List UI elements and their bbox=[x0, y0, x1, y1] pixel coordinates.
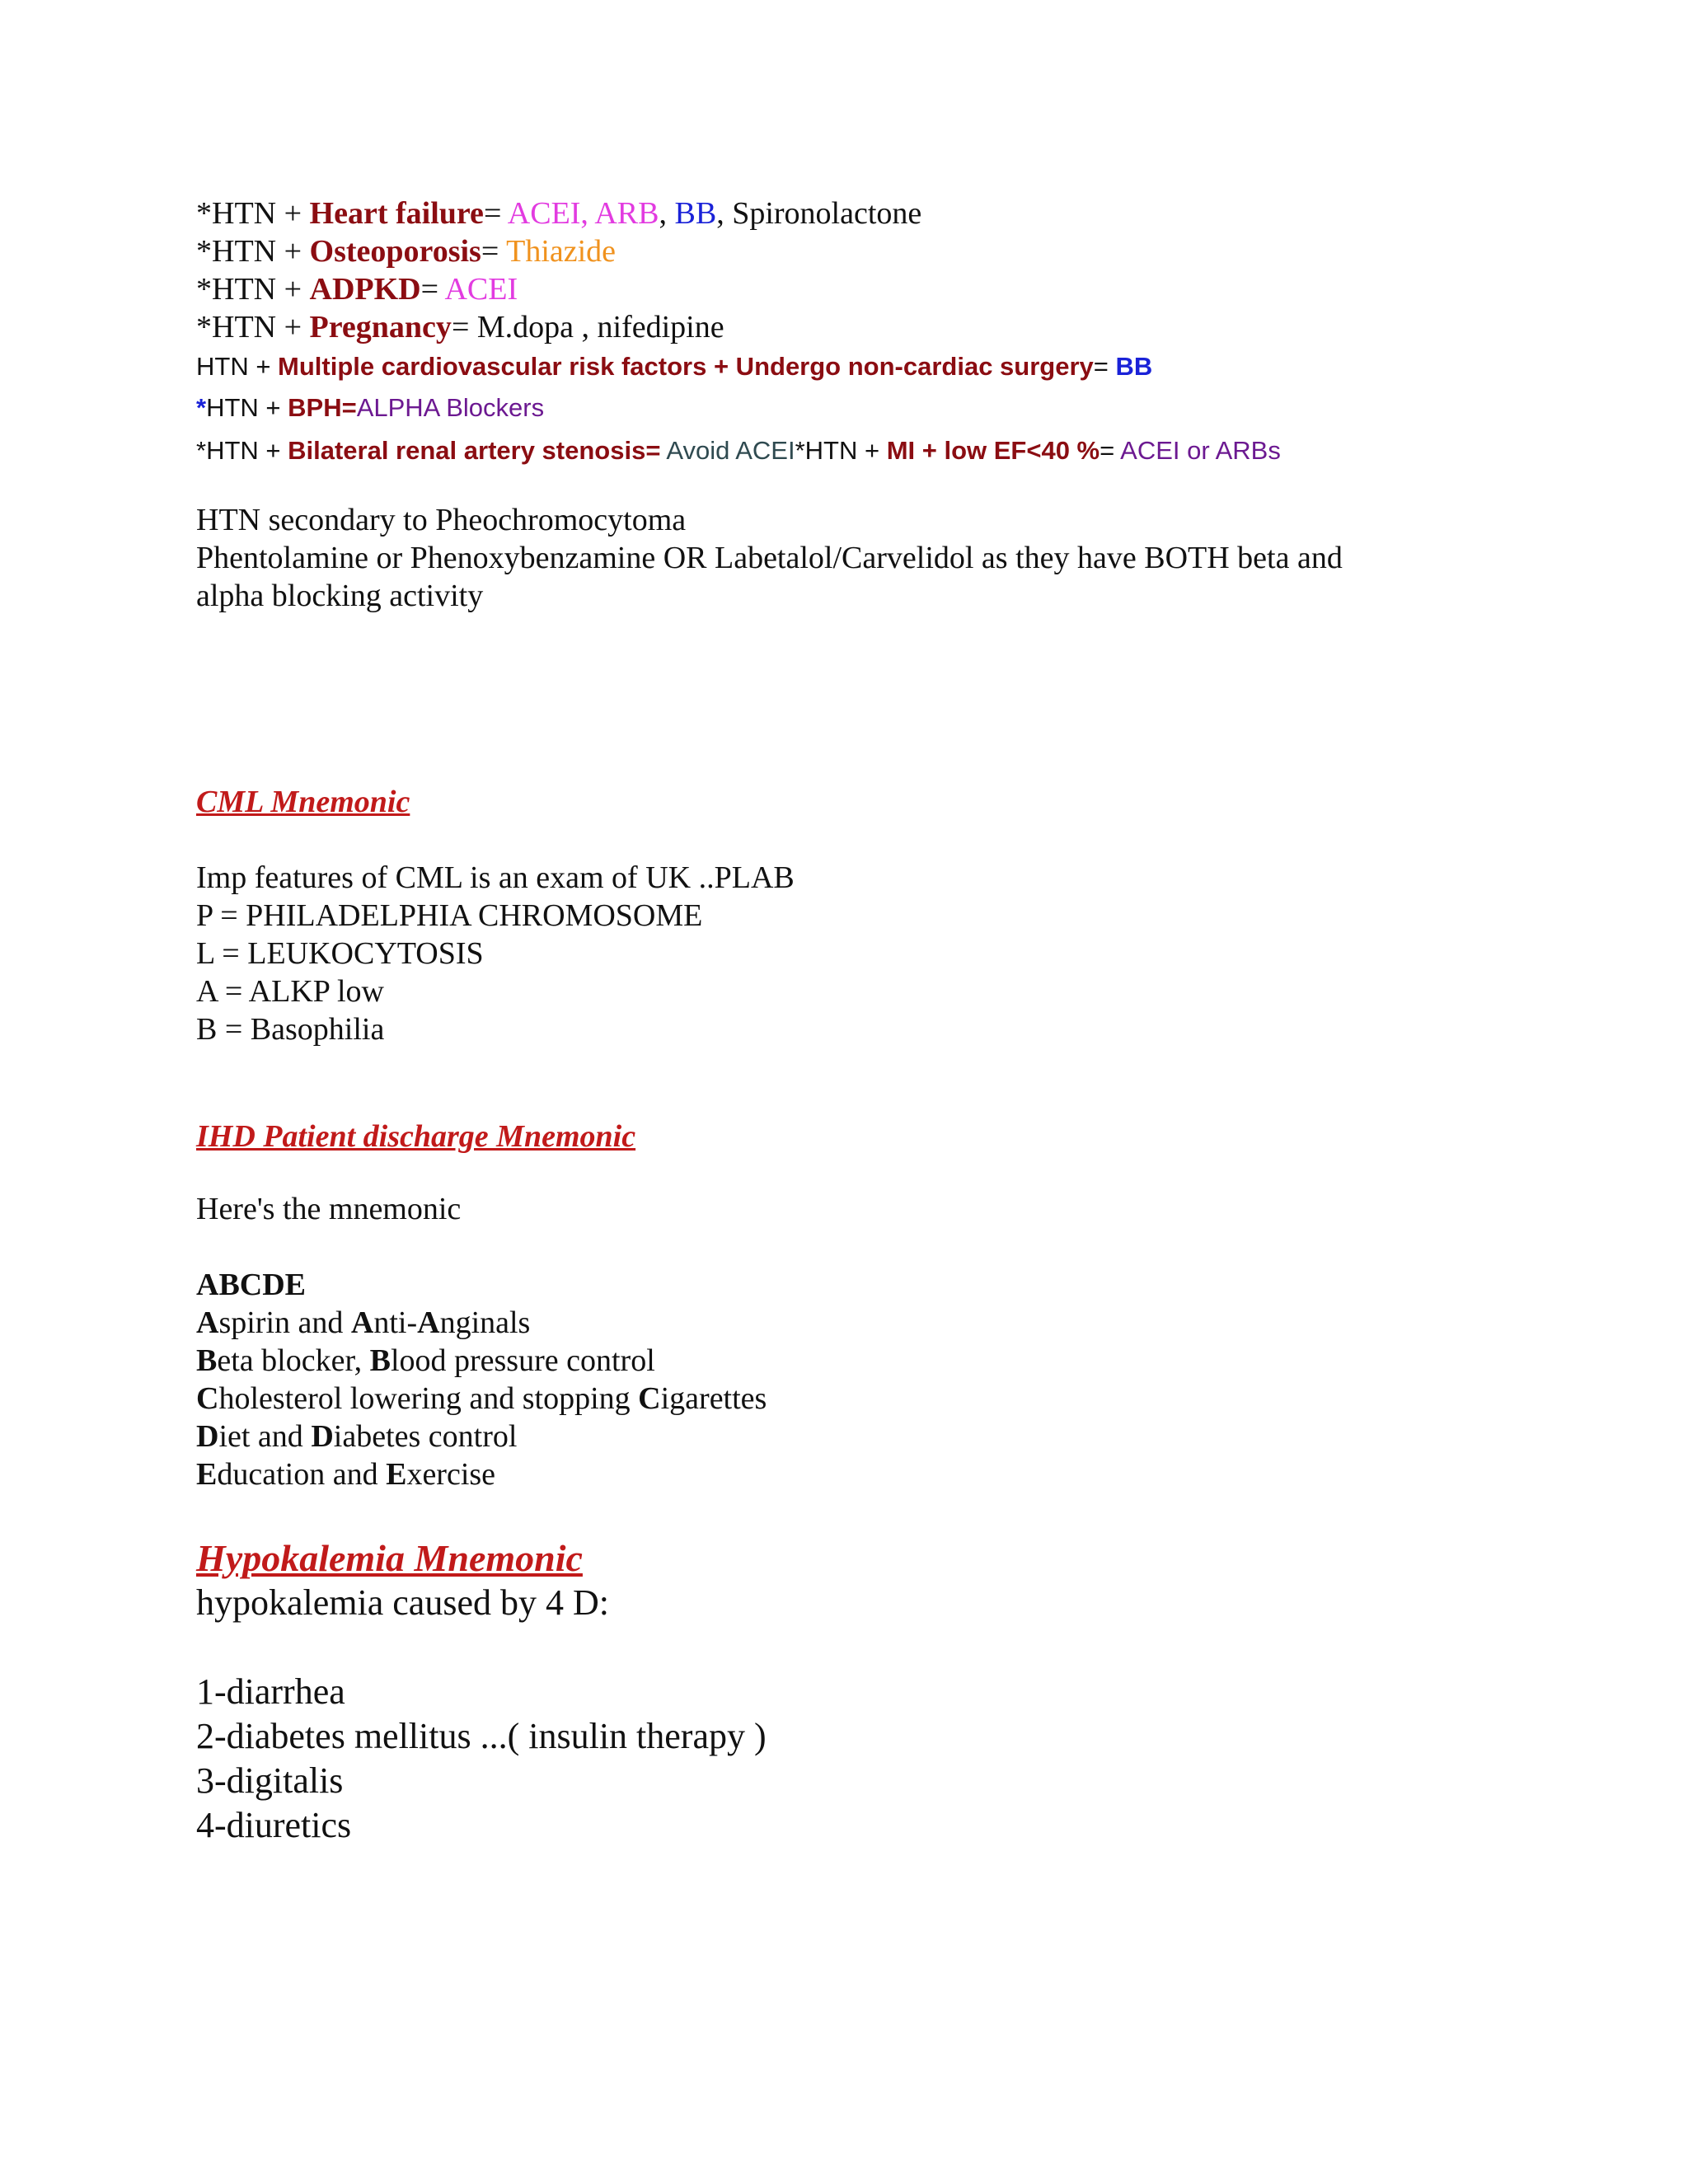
cml-item: L = LEUKOCYTOSIS bbox=[196, 936, 484, 971]
ihd-item-e: Education and Exercise bbox=[196, 1457, 496, 1492]
cml-intro: Imp features of CML is an exam of UK ..PLAB bbox=[196, 860, 795, 895]
htn-rule-adpkd: *HTN + ADPKD= ACEI bbox=[196, 272, 518, 307]
cml-section bbox=[196, 783, 795, 1048]
cml-item: A = ALKP low bbox=[196, 974, 384, 1009]
ihd-item-b: Beta blocker, Blood pressure control bbox=[196, 1343, 655, 1378]
ihd-heading: IHD Patient discharge Mnemonic bbox=[196, 1119, 636, 1154]
ihd-intro: Here's the mnemonic bbox=[196, 1192, 462, 1226]
pheo-section bbox=[196, 501, 1343, 615]
hypokalemia-section bbox=[196, 1536, 767, 1848]
hypokalemia-item: 4-diuretics bbox=[196, 1805, 352, 1845]
ihd-acronym: ABCDE bbox=[196, 1268, 307, 1302]
htn-rule-osteoporosis: *HTN + Osteoporosis= Thiazide bbox=[196, 234, 617, 269]
hypokalemia-item: 2-diabetes mellitus ...( insulin therapy ) bbox=[196, 1716, 767, 1756]
htn-rule-pregnancy: *HTN + Pregnancy= M.dopa , nifedipine bbox=[196, 310, 724, 344]
htn-rule-surgery: HTN + Multiple cardiovascular risk factors + Undergo non-cardiac surgery= BB bbox=[196, 352, 1153, 381]
pheo-title: HTN secondary to Pheochromocytoma bbox=[196, 503, 687, 537]
htn-rule-renal-mi: *HTN + Bilateral renal artery stenosis= Avoid ACEI*HTN + MI + low EF<40 %= ACEI or ARBs bbox=[196, 436, 1281, 465]
cml-item: B = Basophilia bbox=[196, 1012, 385, 1047]
ihd-item-a: Aspirin and Anti-Anginals bbox=[196, 1305, 531, 1340]
cml-heading: CML Mnemonic bbox=[196, 785, 410, 819]
cml-item: P = PHILADELPHIA CHROMOSOME bbox=[196, 898, 703, 933]
ihd-section bbox=[196, 1118, 767, 1493]
hypokalemia-heading: Hypokalemia Mnemonic bbox=[196, 1537, 583, 1579]
ihd-item-c: Cholesterol lowering and stopping Cigarettes bbox=[196, 1381, 767, 1416]
hypokalemia-item: 1-diarrhea bbox=[196, 1671, 345, 1712]
pheo-text-2: alpha blocking activity bbox=[196, 579, 484, 613]
hypokalemia-intro: hypokalemia caused by 4 D: bbox=[196, 1582, 609, 1623]
htn-rule-heart-failure: *HTN + Heart failure= ACEI, ARB, BB, Spironolactone bbox=[196, 196, 922, 231]
hypokalemia-item: 3-digitalis bbox=[196, 1760, 344, 1801]
pheo-text-1: Phentolamine or Phenoxybenzamine OR Labetalol/Carvelidol as they have BOTH beta and bbox=[196, 541, 1343, 575]
htn-rule-bph: *HTN + BPH=ALPHA Blockers bbox=[196, 393, 545, 422]
ihd-item-d: Diet and Diabetes control bbox=[196, 1419, 518, 1454]
